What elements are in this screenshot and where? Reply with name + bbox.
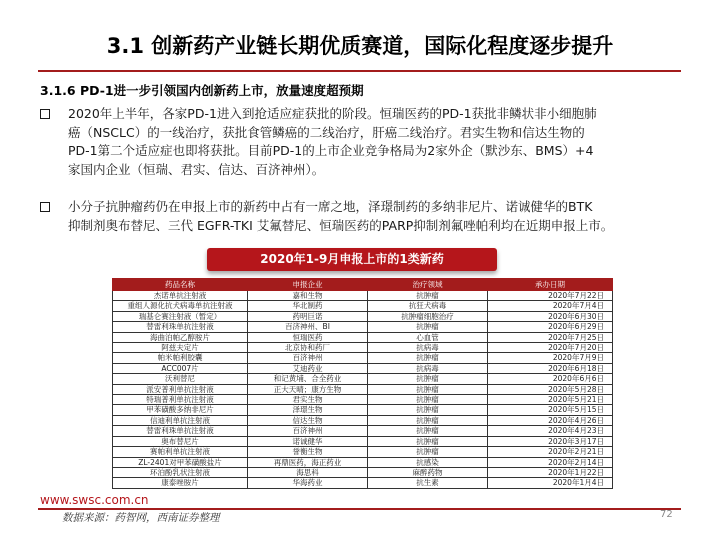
cell-filing-date: 2020年5月28日	[488, 384, 613, 394]
cell-company: 诺诚健华	[248, 436, 368, 446]
cell-therapy-area: 麻醉药物	[368, 467, 488, 477]
bullet-item	[40, 198, 685, 235]
header-drug-name: 药品名称	[113, 279, 248, 291]
cell-company: 誉衡生物	[248, 447, 368, 457]
cell-filing-date: 2020年5月15日	[488, 405, 613, 415]
table-row	[113, 384, 613, 394]
cell-company: 华海药业	[248, 478, 368, 488]
table-header-row	[113, 279, 613, 291]
cell-therapy-area: 抗肿瘤	[368, 436, 488, 446]
table-row	[113, 332, 613, 342]
cell-drug-name: 替雷利珠单抗注射液	[113, 426, 248, 436]
cell-drug-name: 奥布替尼片	[113, 436, 248, 446]
cell-filing-date: 2020年4月26日	[488, 415, 613, 425]
cell-filing-date: 2020年2月14日	[488, 457, 613, 467]
cell-therapy-area: 抗肿瘤	[368, 447, 488, 457]
table-row	[113, 353, 613, 363]
cell-therapy-area: 抗病毒	[368, 363, 488, 373]
cell-company: 百济神州、BI	[248, 322, 368, 332]
website-link[interactable]: www.swsc.com.cn	[40, 493, 149, 507]
cell-company: 百济神州	[248, 426, 368, 436]
cell-therapy-area: 抗肿瘤	[368, 353, 488, 363]
cell-drug-name: ACC007片	[113, 363, 248, 373]
cell-company: 再鼎医药，海正药业	[248, 457, 368, 467]
cell-filing-date: 2020年6月6日	[488, 374, 613, 384]
cell-company: 嘉和生物	[248, 291, 368, 301]
table-row	[113, 415, 613, 425]
cell-therapy-area: 抗肿瘤	[368, 291, 488, 301]
cell-filing-date: 2020年1月22日	[488, 467, 613, 477]
cell-company: 海思科	[248, 467, 368, 477]
cell-company: 泽璟生物	[248, 405, 368, 415]
header-filing-date: 承办日期	[488, 279, 613, 291]
cell-filing-date: 2020年6月18日	[488, 363, 613, 373]
table-row	[113, 301, 613, 311]
cell-filing-date: 2020年4月23日	[488, 426, 613, 436]
table-row	[113, 374, 613, 384]
table-title-banner: 2020年1-9月申报上市的1类新药	[207, 248, 497, 271]
cell-therapy-area: 抗狂犬病毒	[368, 301, 488, 311]
cell-company: 北京协和药厂	[248, 343, 368, 353]
table-row	[113, 311, 613, 321]
cell-drug-name: 康泰唑胺片	[113, 478, 248, 488]
cell-drug-name: 杰诺单抗注射液	[113, 291, 248, 301]
cell-therapy-area: 抗肿瘤	[368, 395, 488, 405]
cell-drug-name: 阿兹夫定片	[113, 343, 248, 353]
cell-drug-name: 信迪利单抗注射液	[113, 415, 248, 425]
table-row	[113, 478, 613, 488]
table-row	[113, 426, 613, 436]
cell-drug-name: ZL-2401对甲苯磺酸盐片	[113, 457, 248, 467]
cell-filing-date: 2020年7月9日	[488, 353, 613, 363]
cell-company: 信达生物	[248, 415, 368, 425]
cell-drug-name: 特瑞普利单抗注射液	[113, 395, 248, 405]
header-company: 申报企业	[248, 279, 368, 291]
cell-drug-name: 瑞基仑赛注射液（暂定）	[113, 311, 248, 321]
section-heading: 3.1.6 PD-1进一步引领国内创新药上市，放量速度超预期	[40, 83, 364, 98]
cell-drug-name: 沃利替尼	[113, 374, 248, 384]
new-drug-table	[112, 278, 613, 489]
cell-therapy-area: 心血管	[368, 332, 488, 342]
bullet-item	[40, 105, 685, 179]
cell-drug-name: 派安普利单抗注射液	[113, 384, 248, 394]
cell-therapy-area: 抗肿瘤	[368, 322, 488, 332]
cell-filing-date: 2020年6月29日	[488, 322, 613, 332]
title-divider	[38, 70, 681, 72]
table-row	[113, 457, 613, 467]
table-row	[113, 322, 613, 332]
cell-company: 艾迪药业	[248, 363, 368, 373]
cell-filing-date: 2020年7月25日	[488, 332, 613, 342]
header-therapy-area: 治疗领域	[368, 279, 488, 291]
cell-company: 恒瑞医药	[248, 332, 368, 342]
cell-drug-name: 海曲泊帕乙醇胺片	[113, 332, 248, 342]
table-row	[113, 436, 613, 446]
cell-company: 百济神州	[248, 353, 368, 363]
cell-therapy-area: 抗肿瘤	[368, 415, 488, 425]
cell-drug-name: 环泊酚乳状注射液	[113, 467, 248, 477]
cell-filing-date: 2020年6月30日	[488, 311, 613, 321]
cell-filing-date: 2020年3月17日	[488, 436, 613, 446]
cell-drug-name: 重组人源化抗犬病毒单抗注射液	[113, 301, 248, 311]
slide-title: 3.1 创新药产业链长期优质赛道，国际化程度逐步提升	[106, 34, 614, 58]
table-row	[113, 447, 613, 457]
table-row	[113, 467, 613, 477]
table-row	[113, 363, 613, 373]
cell-filing-date: 2020年7月4日	[488, 301, 613, 311]
page-number: 72	[660, 509, 673, 520]
cell-therapy-area: 抗感染	[368, 457, 488, 467]
cell-drug-name: 赛帕利单抗注射液	[113, 447, 248, 457]
bullet-text: 小分子抗肿瘤药仍在申报上市的新药中占有一席之地，泽璟制药的多纳非尼片、诺诚健华的BTK 抑制剂奥布替尼、三代 EGFR-TKI 艾氟替尼、恒瑞医药的PARP抑制剂氟唑帕利均在近期申报上市。	[68, 199, 614, 233]
cell-therapy-area: 抗肿瘤	[368, 384, 488, 394]
table-row	[113, 405, 613, 415]
bullet-text: 2020年上半年，各家PD-1进入到抢适应症获批的阶段。恒瑞医药的PD-1获批非鳞状非小细胞肺 癌（NSCLC）的一线治疗，获批食管鳞癌的二线治疗，肝癌二线治疗。君实生物和信达生物的 PD-1第二个适应症也即将获批。目前PD-1的上市企业竞争格局为2家外企（默沙东、BMS）+4 家国内企业（恒瑞、君实、信达、百济神州）。	[68, 106, 597, 177]
cell-drug-name: 替雷利珠单抗注射液	[113, 322, 248, 332]
cell-therapy-area: 抗肿瘤	[368, 374, 488, 384]
cell-filing-date: 2020年2月21日	[488, 447, 613, 457]
data-source-note: 数据来源：药智网，西南证券整理	[62, 512, 220, 524]
cell-company: 华北制药	[248, 301, 368, 311]
table-row	[113, 291, 613, 301]
cell-company: 正大天晴；康方生物	[248, 384, 368, 394]
cell-company: 和记黄埔、合全药业	[248, 374, 368, 384]
cell-therapy-area: 抗肿瘤	[368, 426, 488, 436]
cell-therapy-area: 抗肿瘤	[368, 405, 488, 415]
cell-filing-date: 2020年7月22日	[488, 291, 613, 301]
cell-company: 君实生物	[248, 395, 368, 405]
square-bullet-icon	[40, 202, 50, 212]
cell-therapy-area: 抗病毒	[368, 343, 488, 353]
square-bullet-icon	[40, 109, 50, 119]
cell-filing-date: 2020年7月20日	[488, 343, 613, 353]
table-row	[113, 395, 613, 405]
cell-company: 药明巨诺	[248, 311, 368, 321]
table-row	[113, 343, 613, 353]
cell-filing-date: 2020年5月21日	[488, 395, 613, 405]
cell-drug-name: 帕米帕利胶囊	[113, 353, 248, 363]
cell-therapy-area: 抗生素	[368, 478, 488, 488]
cell-filing-date: 2020年1月4日	[488, 478, 613, 488]
cell-therapy-area: 抗肿瘤细胞治疗	[368, 311, 488, 321]
cell-drug-name: 甲苯磺酸多纳非尼片	[113, 405, 248, 415]
